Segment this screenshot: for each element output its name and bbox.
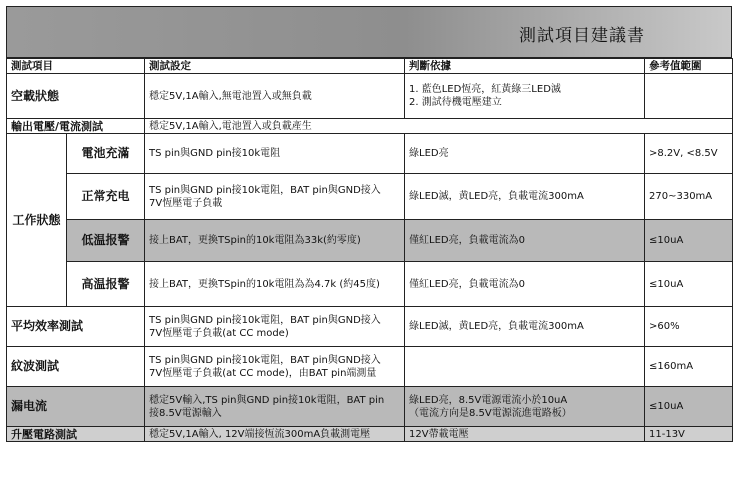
ref-cell bbox=[645, 74, 733, 119]
header-row bbox=[7, 59, 733, 74]
setting-cell bbox=[145, 174, 405, 220]
setting-line: TS pin與GND pin接10k電阻，BAT pin與GND接入 bbox=[149, 314, 381, 326]
setting-cell: TS pin與GND pin接10k電阻 bbox=[145, 134, 405, 174]
setting-cell: 穩定5V,1A輸入,電池置入或負載產生 bbox=[145, 119, 733, 134]
item-cell: 升壓電路測試 bbox=[7, 427, 145, 442]
item-cell: 紋波測試 bbox=[7, 347, 145, 387]
ref-cell: ≤10uA bbox=[645, 387, 733, 427]
sub-item-cell: 電池充滿 bbox=[67, 134, 145, 174]
item-cell: 平均效率測試 bbox=[7, 307, 145, 347]
judge-cell: 綠LED滅，黄LED亮，負載電流300mA bbox=[405, 174, 645, 220]
table-row bbox=[7, 220, 733, 262]
table-row bbox=[7, 134, 733, 174]
judge-cell: 僅紅LED亮，負載電流為0 bbox=[405, 220, 645, 262]
setting-line: 7V恆壓電子負載(at CC mode)，由BAT pin端測量 bbox=[149, 367, 377, 379]
judge-cell bbox=[405, 387, 645, 427]
table-row bbox=[7, 74, 733, 119]
title-bar bbox=[6, 6, 732, 58]
judge-cell: 12V帶載電壓 bbox=[405, 427, 645, 442]
judge-line: 2. 測試待機電壓建立 bbox=[409, 97, 502, 108]
setting-cell bbox=[145, 347, 405, 387]
table-row bbox=[7, 307, 733, 347]
setting-line: TS pin與GND pin接10k電阻，BAT pin與GND接入 bbox=[149, 354, 381, 366]
ref-cell: ≤160mA bbox=[645, 347, 733, 387]
judge-line: 綠LED亮，8.5V電源電流小於10uA bbox=[409, 394, 568, 406]
group-cell: 工作狀態 bbox=[7, 134, 67, 307]
ref-cell: >60% bbox=[645, 307, 733, 347]
setting-cell bbox=[145, 307, 405, 347]
ref-cell: >8.2V, <8.5V bbox=[645, 134, 733, 174]
sub-item-cell: 低温报警 bbox=[67, 220, 145, 262]
sub-item-cell: 正常充电 bbox=[67, 174, 145, 220]
judge-cell: 僅紅LED亮，負載電流為0 bbox=[405, 262, 645, 307]
spec-sheet bbox=[6, 6, 732, 480]
setting-cell: 接上BAT，更換TSpin的10k電阻為為4.7k (約45度) bbox=[145, 262, 405, 307]
setting-cell bbox=[145, 387, 405, 427]
ref-cell: ≤10uA bbox=[645, 262, 733, 307]
test-items-table bbox=[6, 58, 733, 442]
setting-line: 7V恆壓電子負載(at CC mode) bbox=[149, 327, 289, 339]
judge-cell bbox=[405, 347, 645, 387]
header-test-setting: 測試設定 bbox=[145, 59, 405, 74]
judge-cell bbox=[405, 74, 645, 119]
ref-cell: 270~330mA bbox=[645, 174, 733, 220]
table-row bbox=[7, 387, 733, 427]
setting-cell: 穩定5V,1A輸入, 12V端接恆流300mA負載測電壓 bbox=[145, 427, 405, 442]
header-judgement: 判斷依據 bbox=[405, 59, 645, 74]
header-reference: 參考值範圍 bbox=[645, 59, 733, 74]
item-cell: 輸出電壓/電流測試 bbox=[7, 119, 145, 134]
table-row bbox=[7, 174, 733, 220]
sub-item-cell: 高温报警 bbox=[67, 262, 145, 307]
table-row bbox=[7, 262, 733, 307]
ref-cell: 11-13V bbox=[645, 427, 733, 442]
table-row bbox=[7, 119, 733, 134]
judge-cell: 綠LED亮 bbox=[405, 134, 645, 174]
setting-line: 7V恆壓電子負載 bbox=[149, 197, 223, 209]
setting-line: TS pin與GND pin接10k電阻，BAT pin與GND接入 bbox=[149, 184, 381, 196]
judge-line: 1. 藍色LED恆亮，紅黃綠三LED滅 bbox=[409, 84, 561, 95]
table-row bbox=[7, 427, 733, 442]
table-row bbox=[7, 347, 733, 387]
item-cell: 空載狀態 bbox=[7, 74, 145, 119]
header-test-item: 測試項目 bbox=[7, 59, 145, 74]
setting-line: 穩定5V輸入,TS pin與GND pin接10k電阻，BAT pin bbox=[149, 394, 385, 406]
document-title: 測試項目建議書 bbox=[519, 26, 645, 46]
judge-cell: 綠LED滅，黄LED亮，負載電流300mA bbox=[405, 307, 645, 347]
ref-cell: ≤10uA bbox=[645, 220, 733, 262]
item-cell: 漏电流 bbox=[7, 387, 145, 427]
judge-line: （電流方向是8.5V電源流進電路板） bbox=[409, 407, 572, 419]
setting-cell: 接上BAT，更換TSpin的10k電阻為33k(約零度) bbox=[145, 220, 405, 262]
setting-line: 接8.5V電源輸入 bbox=[149, 407, 222, 419]
setting-cell: 穩定5V,1A輸入,無電池置入或無負載 bbox=[145, 74, 405, 119]
